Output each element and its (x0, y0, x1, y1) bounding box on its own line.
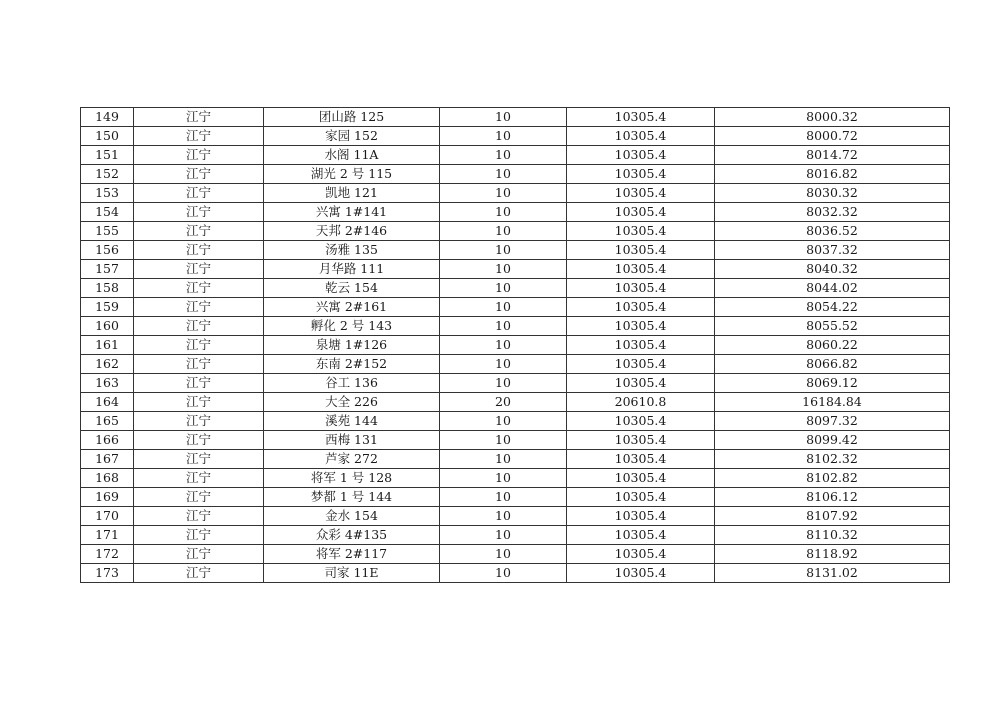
cell-quantity: 10 (440, 241, 567, 260)
cell-total: 8066.82 (715, 355, 950, 374)
cell-index: 171 (81, 526, 134, 545)
cell-index: 168 (81, 469, 134, 488)
cell-index: 153 (81, 184, 134, 203)
cell-index: 164 (81, 393, 134, 412)
cell-amount: 10305.4 (567, 431, 715, 450)
cell-index: 172 (81, 545, 134, 564)
cell-total: 8016.82 (715, 165, 950, 184)
cell-quantity: 10 (440, 203, 567, 222)
cell-total: 8131.02 (715, 564, 950, 583)
cell-amount: 10305.4 (567, 184, 715, 203)
cell-name: 东南 2#152 (264, 355, 440, 374)
cell-index: 152 (81, 165, 134, 184)
cell-district: 江宁 (134, 127, 264, 146)
table-row (81, 222, 950, 241)
cell-index: 169 (81, 488, 134, 507)
cell-index: 170 (81, 507, 134, 526)
cell-district: 江宁 (134, 336, 264, 355)
cell-district: 江宁 (134, 450, 264, 469)
cell-quantity: 10 (440, 146, 567, 165)
cell-quantity: 10 (440, 165, 567, 184)
cell-district: 江宁 (134, 488, 264, 507)
cell-district: 江宁 (134, 203, 264, 222)
table-row (81, 488, 950, 507)
table-row (81, 203, 950, 222)
cell-index: 154 (81, 203, 134, 222)
cell-total: 8014.72 (715, 146, 950, 165)
cell-district: 江宁 (134, 222, 264, 241)
cell-total: 8102.32 (715, 450, 950, 469)
cell-amount: 10305.4 (567, 222, 715, 241)
cell-district: 江宁 (134, 298, 264, 317)
cell-total: 16184.84 (715, 393, 950, 412)
cell-quantity: 10 (440, 431, 567, 450)
cell-quantity: 10 (440, 564, 567, 583)
table-row (81, 298, 950, 317)
cell-amount: 10305.4 (567, 203, 715, 222)
cell-index: 158 (81, 279, 134, 298)
table-row (81, 165, 950, 184)
cell-total: 8037.32 (715, 241, 950, 260)
cell-amount: 10305.4 (567, 317, 715, 336)
cell-index: 163 (81, 374, 134, 393)
table-row (81, 545, 950, 564)
cell-index: 166 (81, 431, 134, 450)
cell-name: 乾云 154 (264, 279, 440, 298)
cell-total: 8000.32 (715, 108, 950, 127)
cell-amount: 10305.4 (567, 165, 715, 184)
table-row (81, 260, 950, 279)
table-row (81, 393, 950, 412)
cell-name: 大全 226 (264, 393, 440, 412)
cell-total: 8060.22 (715, 336, 950, 355)
table-row (81, 336, 950, 355)
cell-index: 167 (81, 450, 134, 469)
cell-amount: 10305.4 (567, 507, 715, 526)
cell-index: 173 (81, 564, 134, 583)
table-body (81, 108, 950, 583)
cell-index: 162 (81, 355, 134, 374)
cell-name: 天邦 2#146 (264, 222, 440, 241)
cell-total: 8107.92 (715, 507, 950, 526)
cell-name: 兴寓 1#141 (264, 203, 440, 222)
cell-total: 8055.52 (715, 317, 950, 336)
cell-amount: 10305.4 (567, 336, 715, 355)
cell-index: 161 (81, 336, 134, 355)
cell-total: 8118.92 (715, 545, 950, 564)
cell-name: 芦家 272 (264, 450, 440, 469)
cell-total: 8032.32 (715, 203, 950, 222)
cell-name: 泉塘 1#126 (264, 336, 440, 355)
table-row (81, 374, 950, 393)
cell-index: 165 (81, 412, 134, 431)
cell-total: 8110.32 (715, 526, 950, 545)
table-row (81, 127, 950, 146)
cell-name: 将军 2#117 (264, 545, 440, 564)
cell-total: 8069.12 (715, 374, 950, 393)
cell-name: 凯地 121 (264, 184, 440, 203)
cell-quantity: 10 (440, 450, 567, 469)
table-row (81, 146, 950, 165)
cell-district: 江宁 (134, 317, 264, 336)
table-row (81, 507, 950, 526)
cell-district: 江宁 (134, 564, 264, 583)
table-row (81, 184, 950, 203)
cell-amount: 10305.4 (567, 450, 715, 469)
table-row (81, 279, 950, 298)
table-row (81, 469, 950, 488)
cell-name: 月华路 111 (264, 260, 440, 279)
table-row (81, 526, 950, 545)
cell-quantity: 10 (440, 108, 567, 127)
cell-quantity: 10 (440, 222, 567, 241)
cell-name: 团山路 125 (264, 108, 440, 127)
cell-district: 江宁 (134, 431, 264, 450)
cell-amount: 10305.4 (567, 279, 715, 298)
cell-quantity: 10 (440, 545, 567, 564)
cell-amount: 10305.4 (567, 241, 715, 260)
cell-index: 149 (81, 108, 134, 127)
cell-amount: 10305.4 (567, 526, 715, 545)
cell-amount: 10305.4 (567, 545, 715, 564)
cell-total: 8030.32 (715, 184, 950, 203)
cell-amount: 10305.4 (567, 355, 715, 374)
cell-total: 8054.22 (715, 298, 950, 317)
cell-district: 江宁 (134, 146, 264, 165)
cell-quantity: 10 (440, 374, 567, 393)
cell-name: 将军 1 号 128 (264, 469, 440, 488)
cell-quantity: 10 (440, 127, 567, 146)
cell-name: 溪苑 144 (264, 412, 440, 431)
cell-name: 家园 152 (264, 127, 440, 146)
cell-district: 江宁 (134, 279, 264, 298)
cell-district: 江宁 (134, 108, 264, 127)
cell-district: 江宁 (134, 260, 264, 279)
cell-total: 8040.32 (715, 260, 950, 279)
cell-name: 水阁 11A (264, 146, 440, 165)
cell-amount: 10305.4 (567, 564, 715, 583)
cell-quantity: 10 (440, 336, 567, 355)
cell-district: 江宁 (134, 241, 264, 260)
cell-quantity: 10 (440, 298, 567, 317)
cell-total: 8000.72 (715, 127, 950, 146)
data-table (80, 107, 950, 583)
table-row (81, 317, 950, 336)
cell-quantity: 10 (440, 317, 567, 336)
table-row (81, 108, 950, 127)
cell-quantity: 10 (440, 355, 567, 374)
cell-quantity: 10 (440, 279, 567, 298)
cell-amount: 10305.4 (567, 488, 715, 507)
cell-total: 8099.42 (715, 431, 950, 450)
cell-name: 西梅 131 (264, 431, 440, 450)
cell-district: 江宁 (134, 545, 264, 564)
cell-total: 8044.02 (715, 279, 950, 298)
cell-amount: 10305.4 (567, 146, 715, 165)
cell-amount: 10305.4 (567, 298, 715, 317)
cell-district: 江宁 (134, 393, 264, 412)
cell-district: 江宁 (134, 184, 264, 203)
table-row (81, 241, 950, 260)
cell-total: 8102.82 (715, 469, 950, 488)
cell-district: 江宁 (134, 526, 264, 545)
cell-quantity: 10 (440, 507, 567, 526)
cell-quantity: 10 (440, 260, 567, 279)
cell-quantity: 10 (440, 526, 567, 545)
cell-quantity: 10 (440, 488, 567, 507)
cell-total: 8106.12 (715, 488, 950, 507)
cell-quantity: 20 (440, 393, 567, 412)
cell-name: 兴寓 2#161 (264, 298, 440, 317)
table-row (81, 564, 950, 583)
cell-district: 江宁 (134, 412, 264, 431)
cell-name: 孵化 2 号 143 (264, 317, 440, 336)
table-row (81, 450, 950, 469)
cell-amount: 10305.4 (567, 108, 715, 127)
cell-name: 金水 154 (264, 507, 440, 526)
cell-name: 湖光 2 号 115 (264, 165, 440, 184)
cell-quantity: 10 (440, 412, 567, 431)
cell-index: 150 (81, 127, 134, 146)
table-row (81, 431, 950, 450)
cell-amount: 20610.8 (567, 393, 715, 412)
cell-total: 8036.52 (715, 222, 950, 241)
cell-district: 江宁 (134, 507, 264, 526)
cell-index: 157 (81, 260, 134, 279)
cell-name: 汤雅 135 (264, 241, 440, 260)
table-row (81, 412, 950, 431)
cell-amount: 10305.4 (567, 127, 715, 146)
cell-quantity: 10 (440, 184, 567, 203)
cell-name: 众彩 4#135 (264, 526, 440, 545)
cell-name: 梦都 1 号 144 (264, 488, 440, 507)
table-row (81, 355, 950, 374)
cell-index: 155 (81, 222, 134, 241)
cell-district: 江宁 (134, 355, 264, 374)
cell-district: 江宁 (134, 165, 264, 184)
cell-name: 谷工 136 (264, 374, 440, 393)
cell-district: 江宁 (134, 374, 264, 393)
cell-amount: 10305.4 (567, 260, 715, 279)
cell-name: 司家 11E (264, 564, 440, 583)
cell-quantity: 10 (440, 469, 567, 488)
cell-district: 江宁 (134, 469, 264, 488)
cell-index: 151 (81, 146, 134, 165)
cell-index: 156 (81, 241, 134, 260)
cell-index: 160 (81, 317, 134, 336)
cell-index: 159 (81, 298, 134, 317)
cell-amount: 10305.4 (567, 374, 715, 393)
cell-amount: 10305.4 (567, 469, 715, 488)
cell-total: 8097.32 (715, 412, 950, 431)
cell-amount: 10305.4 (567, 412, 715, 431)
